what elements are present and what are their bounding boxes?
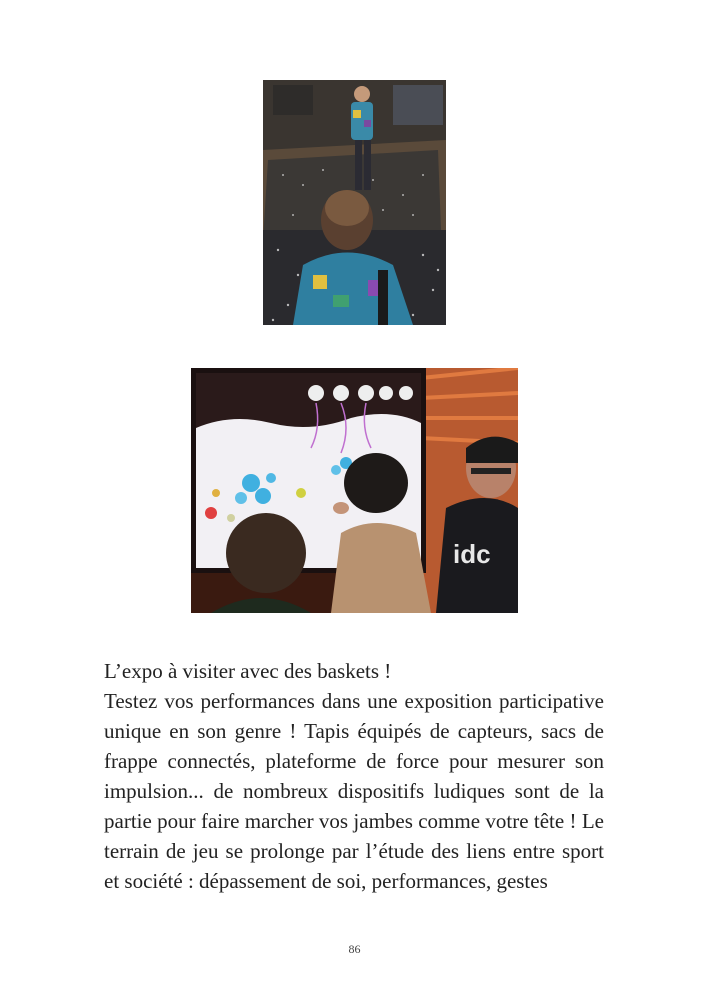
page-number: 86 (348, 942, 361, 956)
article-text (104, 656, 604, 896)
photo-2-illustration (191, 368, 518, 613)
svg-text:idc: idc (453, 539, 491, 569)
section-heading: L’expo à visiter avec des baskets ! (104, 659, 392, 683)
body-paragraph: Testez vos performances dans une exposition participative unique en son genre ! Tapis équipés de capteurs, sacs de frappe connectés, plateforme de force pour mesurer son impulsion... de nombreux dispositifs ludiques sont de la partie pour faire marcher vos jambes comme votre tête ! Le terrain de jeu se prolonge par l’étude des liens entre sport et société : dépassement de soi, performances, gestes (104, 689, 604, 893)
photo-children-on-force-platform (263, 80, 446, 325)
photo-1-illustration (263, 80, 446, 325)
photo-children-at-interactive-screen (191, 368, 518, 613)
